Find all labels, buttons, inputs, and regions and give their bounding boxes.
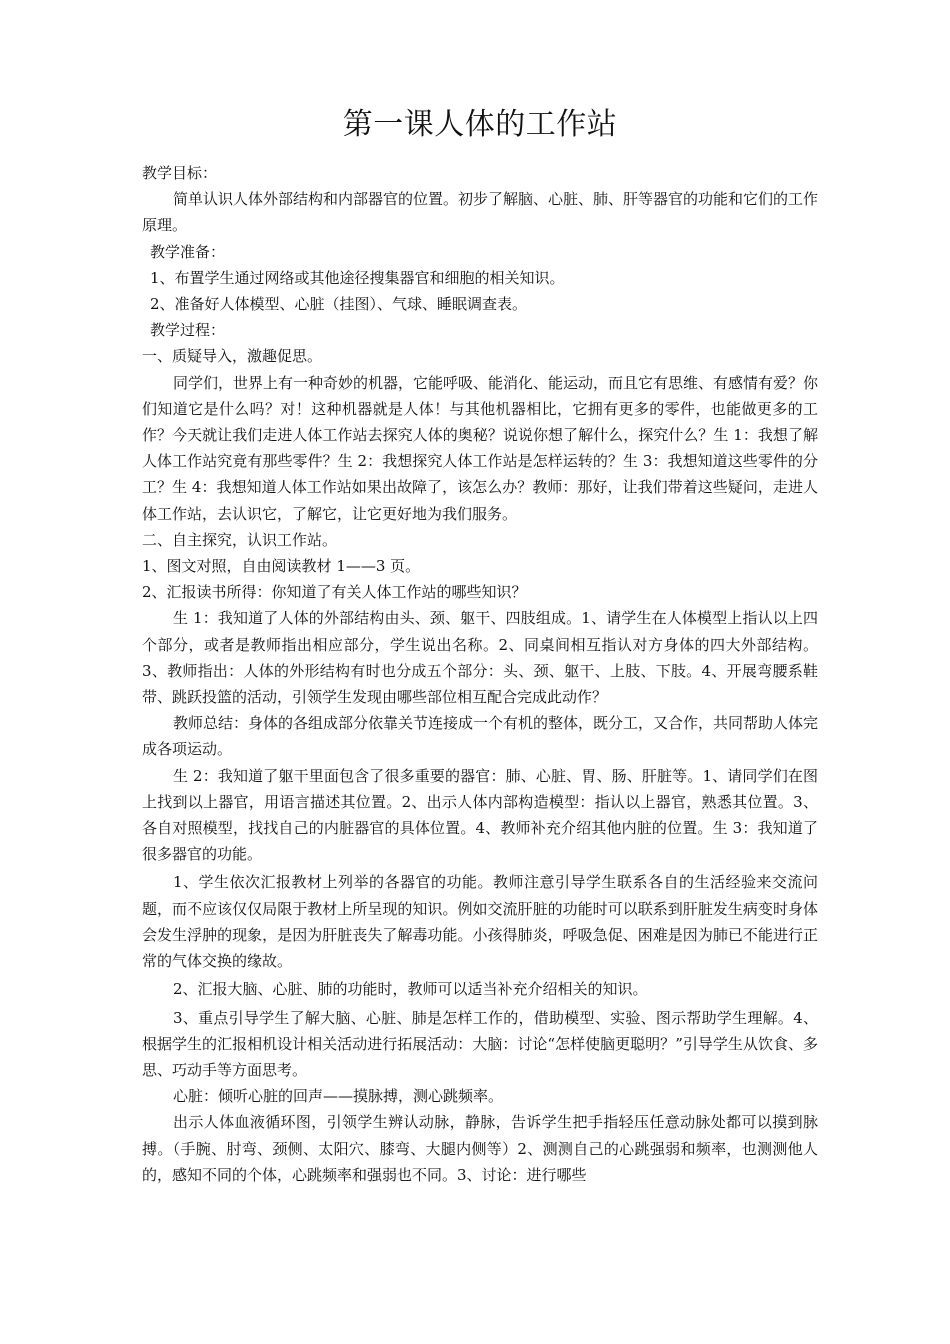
step-2: 2、汇报读书所得：你知道了有关人体工作站的哪些知识？ bbox=[142, 583, 527, 602]
teacher-summary-paragraph: 教师总结：身体的各组成部分依靠关节连接成一个有机的整体，既分工，又合作，共同帮助人体完成各项运动。 bbox=[142, 714, 819, 759]
point2-paragraph: 2、汇报大脑、心脏、肺的功能时，教师可以适当补充介绍相关的知识。 bbox=[173, 980, 648, 999]
circulation-paragraph: 出示人体血液循环图，引领学生辨认动脉，静脉，告诉学生把手指轻压任意动脉处都可以摸到脉搏。（手腕、肘弯、颈侧、太阳穴、膝弯、大腿内侧等）2、测测自己的心跳强弱和频率，也测测他人的，感知不同的个体，心跳频率和强弱也不同。3、讨论：进行哪些 bbox=[142, 1113, 818, 1184]
section2-heading: 二、自主探究，认识工作站。 bbox=[142, 530, 338, 549]
document-title: 第一课人体的工作站 bbox=[342, 107, 618, 142]
heart-paragraph: 心脏：倾听心脏的回声——摸脉搏，测心跳频率。 bbox=[173, 1087, 504, 1106]
objectives-text: 简单认识人体外部结构和内部器官的位置。初步了解脑、心脏、肺、肝等器官的功能和它们的工作原理。 bbox=[142, 190, 819, 235]
process-heading: 教学过程： bbox=[150, 321, 226, 340]
point1-paragraph: 1、学生依次汇报教材上列举的各器官的功能。教师注意引导学生联系各自的生活经验来交流问题，而不应该仅仅局限于教材上所呈现的知识。例如交流肝脏的功能时可以联系到肝脏发生病变时身体会发生浮肿的现象，是因为肝脏丧失了解毒功能。小孩得肺炎，呼吸急促、困难是因为肺已不能进行正常的气体交换的缘故。 bbox=[142, 873, 818, 971]
student2-paragraph: 生 2：我知道了躯干里面包含了很多重要的器官：肺、心脏、胃、肠、肝脏等。1、请同学们在图上找到以上器官，用语言描述其位置。2、出示人体内部构造模型：指认以上器官，熟悉其位置。3、各自对照模型，找找自己的内脏器官的具体位置。4、教师补充介绍其他内脏的位置。生 3：我知道了很多器官的功能。 bbox=[142, 766, 818, 864]
objectives-heading: 教学目标： bbox=[142, 164, 218, 182]
student1-paragraph: 生 1：我知道了人体的外部结构由头、颈、躯干、四肢组成。1、请学生在人体模型上指认以上四个部分，或者是教师指出相应部分，学生说出名称。2、同桌间相互指认对方身体的四大外部结构。3、教师指出：人体的外形结构有时也分成五个部分：头、颈、躯干、上肢、下肢。4、开展弯腰系鞋带、跳跃投篮的活动，引领学生发现由哪些部位相互配合完成此动作？ bbox=[142, 609, 818, 707]
section1-heading: 一、质疑导入，激趣促思。 bbox=[142, 347, 323, 366]
step-1: 1、图文对照，自由阅读教材 1——3 页。 bbox=[142, 557, 421, 576]
section1-paragraph: 同学们，世界上有一种奇妙的机器，它能呼吸、能消化、能运动，而且它有思维、有感情有爱？你们知道它是什么吗？对！这种机器就是人体！与其他机器相比，它拥有更多的零件，也能做更多的工作？今天就让我们走进人体工作站去探究人体的奥秘？说说你想了解什么，探究什么？生 1：我想了解人体工作站究竟有那些零件？生 2：我想探究人体工作站是怎样运转的？生 3：我想知道这些零件的分工？生 4：我想知道人体工作站如果出故障了，该怎么办？教师：那好，让我们带着这些疑问，走进人体工作站，去认识它，了解它，让它更好地为我们服务。 bbox=[142, 373, 819, 523]
point3-paragraph: 3、重点引导学生了解大脑、心脏、肺是怎样工作的，借助模型、实验、图示帮助学生理解。4、根据学生的汇报相机设计相关活动进行拓展活动：大脑：讨论“怎样使脑更聪明？”引导学生从饮食、多思、巧动手等方面思考。 bbox=[142, 1008, 818, 1079]
preparation-heading: 教学准备： bbox=[150, 242, 226, 261]
preparation-item-2: 2、准备好人体模型、心脏（挂图）、气球、睡眠调查表。 bbox=[150, 295, 528, 314]
document-body bbox=[142, 160, 818, 1188]
preparation-item-1: 1、布置学生通过网络或其他途径搜集器官和细胞的相关知识。 bbox=[150, 268, 565, 287]
